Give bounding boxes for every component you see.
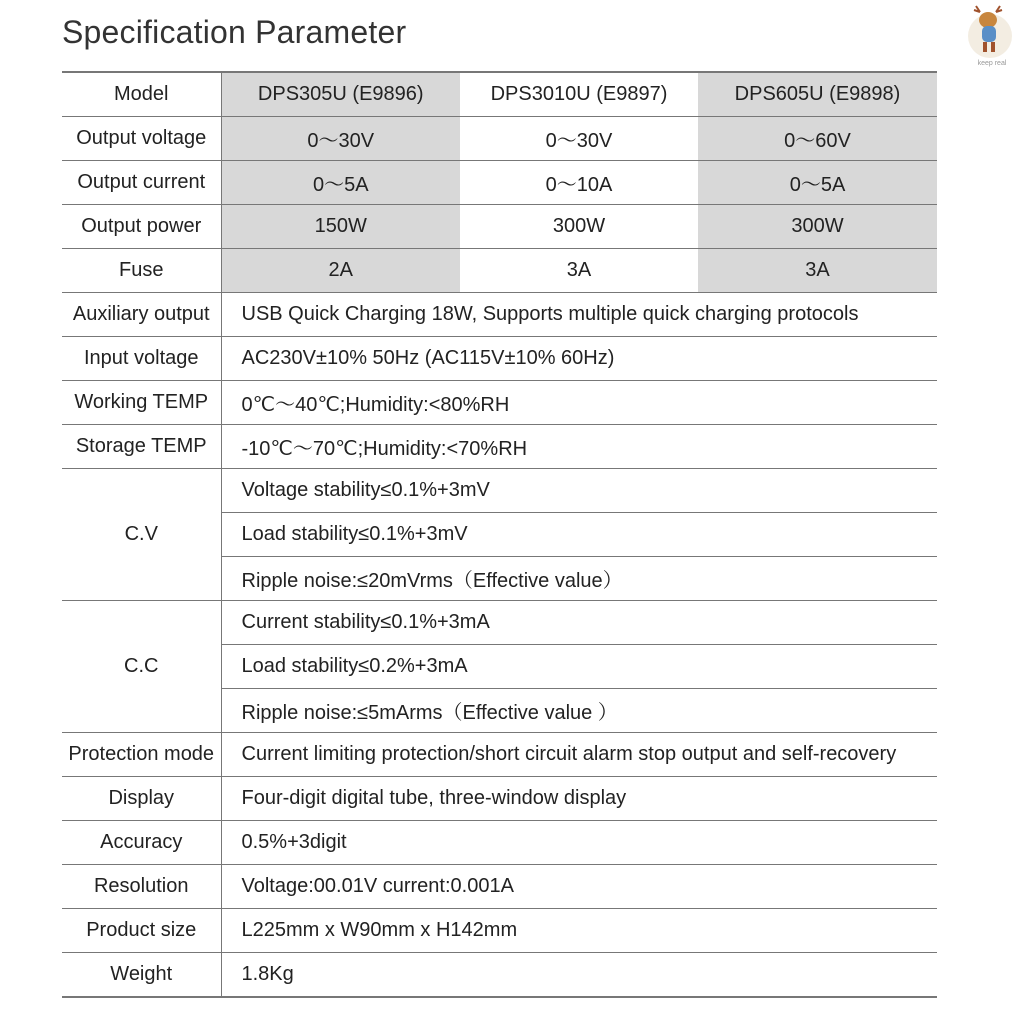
row-label: Resolution: [62, 865, 221, 909]
row-label: Output power: [62, 205, 221, 249]
display-row: [62, 777, 937, 821]
model-header: Model: [62, 72, 221, 117]
weight-row: [62, 953, 937, 998]
row-label: Weight: [62, 953, 221, 998]
resolution-row: [62, 865, 937, 909]
cc-item: Ripple noise:≤5mArms（Effective value ）: [221, 689, 937, 733]
cc-row: [62, 601, 937, 645]
spec-table: [62, 71, 937, 998]
cell-value: 3A: [460, 249, 698, 293]
row-value: AC230V±10% 50Hz (AC115V±10% 60Hz): [221, 337, 937, 381]
cv-item: Ripple noise:≤20mVrms（Effective value）: [221, 557, 937, 601]
page-title: Specification Parameter: [62, 14, 407, 50]
working-temp-row: [62, 381, 937, 425]
row-label: Fuse: [62, 249, 221, 293]
cv-row: [62, 469, 937, 513]
row-value: 0.5%+3digit: [221, 821, 937, 865]
cc-label: C.C: [62, 601, 221, 733]
row-value: L225mm x W90mm x H142mm: [221, 909, 937, 953]
logo-caption: keep real: [977, 60, 1007, 67]
cc-item: Load stability≤0.2%+3mA: [221, 645, 937, 689]
cell-value: 0～60V: [698, 117, 937, 161]
row-value: Voltage:00.01V current:0.001A: [221, 865, 937, 909]
row-label: Auxiliary output: [62, 293, 221, 337]
model-name: DPS3010U (E9897): [460, 72, 698, 117]
row-value: USB Quick Charging 18W, Supports multiple quick charging protocols: [221, 293, 937, 337]
output-current-row: [62, 161, 937, 205]
row-label: Output voltage: [62, 117, 221, 161]
row-label: Storage TEMP: [62, 425, 221, 469]
row-label: Input voltage: [62, 337, 221, 381]
row-label: Output current: [62, 161, 221, 205]
row-value: -10℃～70℃;Humidity:<70%RH: [221, 425, 937, 469]
cell-value: 150W: [221, 205, 460, 249]
input-voltage-row: [62, 337, 937, 381]
cv-label: C.V: [62, 469, 221, 601]
output-power-row: [62, 205, 937, 249]
cell-value: 2A: [221, 249, 460, 293]
model-name: DPS305U (E9896): [221, 72, 460, 117]
row-label: Accuracy: [62, 821, 221, 865]
cell-value: 300W: [460, 205, 698, 249]
cell-value: 3A: [698, 249, 937, 293]
protection-mode-row: [62, 733, 937, 777]
cell-value: 0～10A: [460, 161, 698, 205]
cv-item: Load stability≤0.1%+3mV: [221, 513, 937, 557]
row-value: Four-digit digital tube, three-window display: [221, 777, 937, 821]
auxiliary-output-row: [62, 293, 937, 337]
cell-value: 0～30V: [460, 117, 698, 161]
cv-item: Voltage stability≤0.1%+3mV: [221, 469, 937, 513]
output-voltage-row: [62, 117, 937, 161]
product-size-row: [62, 909, 937, 953]
row-value: Current limiting protection/short circuit alarm stop output and self-recovery: [221, 733, 937, 777]
cell-value: 0～5A: [698, 161, 937, 205]
row-label: Product size: [62, 909, 221, 953]
cc-item: Current stability≤0.1%+3mA: [221, 601, 937, 645]
fuse-row: [62, 249, 937, 293]
storage-temp-row: [62, 425, 937, 469]
row-label: Display: [62, 777, 221, 821]
model-name: DPS605U (E9898): [698, 72, 937, 117]
accuracy-row: [62, 821, 937, 865]
row-value: 1.8Kg: [221, 953, 937, 998]
row-label: Working TEMP: [62, 381, 221, 425]
cell-value: 0～30V: [221, 117, 460, 161]
row-value: 0℃～40℃;Humidity:<80%RH: [221, 381, 937, 425]
row-label: Protection mode: [62, 733, 221, 777]
cell-value: 0～5A: [221, 161, 460, 205]
model-row: [62, 72, 937, 117]
cell-value: 300W: [698, 205, 937, 249]
